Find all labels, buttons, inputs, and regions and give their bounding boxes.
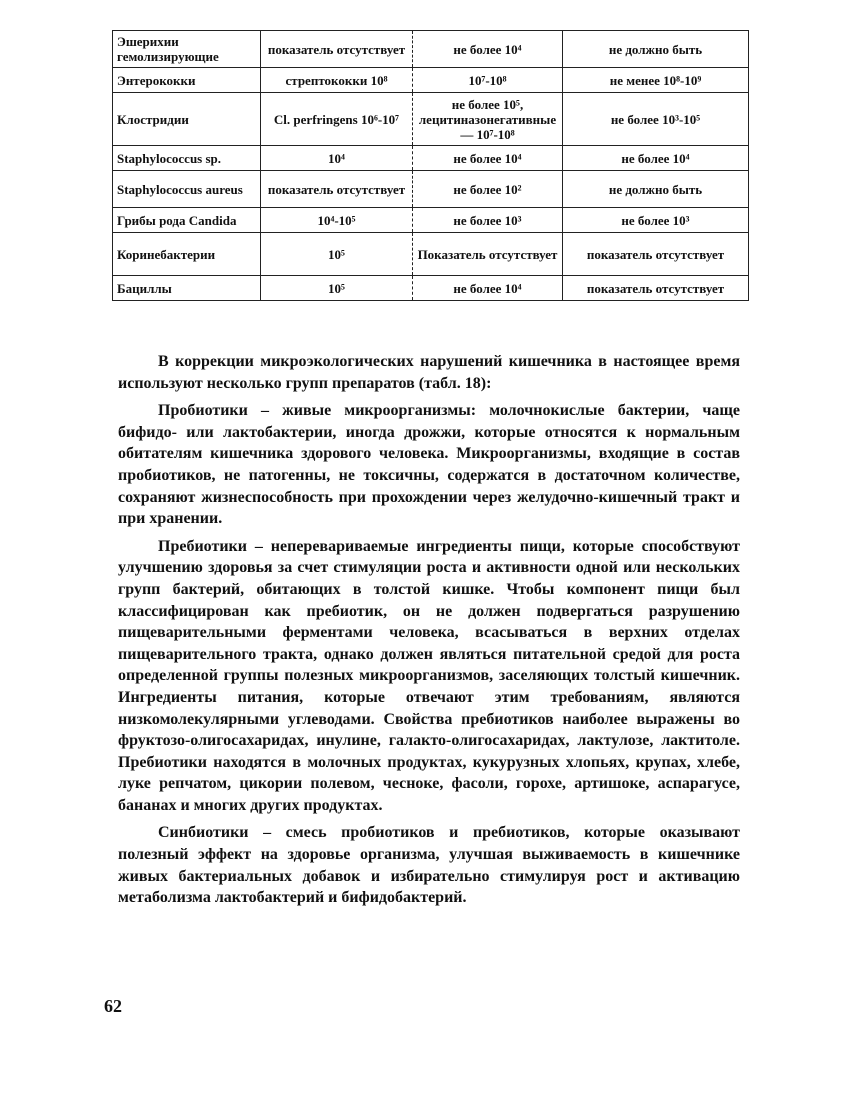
table-cell-organism: Бациллы <box>113 276 261 301</box>
table-cell-col2: показатель отсутствует <box>261 31 413 68</box>
table-row <box>113 276 749 301</box>
table-cell-col3: не более 10⁵, лецитиназонегативные — 10⁷-10⁸ <box>413 93 563 146</box>
page-number: 62 <box>104 996 122 1016</box>
table-row <box>113 146 749 171</box>
table-cell-col3: не более 10⁴ <box>413 146 563 171</box>
paragraph-synbiotics: Синбиотики – смесь пробиотиков и пребиотиков, которые оказывают полезный эффект на здоровье организма, улучшая выживаемость в кишечнике живых бактериальных добавок и избирательно стимулируя рост и активацию метаболизма лактобактерий и бифидобактерий. <box>118 824 740 907</box>
table-cell-col3: не более 10⁴ <box>413 276 563 301</box>
table-cell-organism: Staphylococcus sp. <box>113 146 261 171</box>
table-cell-organism: Клостридии <box>113 93 261 146</box>
table-cell-col3: Показатель отсутствует <box>413 233 563 276</box>
table-cell-col2: 10⁴-10⁵ <box>261 208 413 233</box>
table-cell-col4: не должно быть <box>563 31 749 68</box>
table-cell-col2: показатель отсутствует <box>261 171 413 208</box>
table-cell-col4: не более 10³-10⁵ <box>563 93 749 146</box>
table-cell-col2: Cl. perfringens 10⁶-10⁷ <box>261 93 413 146</box>
table-cell-col2: 10⁴ <box>261 146 413 171</box>
microflora-table-wrapper <box>112 30 748 301</box>
table-cell-organism: Эшерихии гемолизирующие <box>113 31 261 68</box>
table-row <box>113 233 749 276</box>
table-cell-col3: не более 10³ <box>413 208 563 233</box>
table-cell-col3: 10⁷-10⁸ <box>413 68 563 93</box>
table-cell-col3: не более 10⁴ <box>413 31 563 68</box>
table-cell-col4: не более 10⁴ <box>563 146 749 171</box>
microflora-table <box>112 30 749 301</box>
table-cell-organism: Staphylococcus aureus <box>113 171 261 208</box>
table-row <box>113 31 749 68</box>
body-text <box>118 351 740 915</box>
table-cell-col4: не должно быть <box>563 171 749 208</box>
table-cell-organism: Коринебактерии <box>113 233 261 276</box>
table-row <box>113 171 749 208</box>
table-cell-col3: не более 10² <box>413 171 563 208</box>
table-cell-col4: не менее 10⁸-10⁹ <box>563 68 749 93</box>
table-cell-col4: показатель отсутствует <box>563 276 749 301</box>
table-cell-col4: не более 10³ <box>563 208 749 233</box>
table-cell-organism: Энтерококки <box>113 68 261 93</box>
table-row <box>113 68 749 93</box>
paragraph-probiotics: Пробиотики – живые микроорганизмы: молочнокислые бактерии, чаще бифидо- или лактобактерии, иногда дрожжи, которые относятся к нормальным обитателям кишечника здорового человека. Микроорганизмы, входящие в состав пробиотиков, не патогенны, не токсичны, содержатся в достаточном количестве, сохраняют жизнеспособность при прохождении через желудочно-кишечный тракт и при хранении. <box>118 402 740 528</box>
table-cell-col2: 10⁵ <box>261 276 413 301</box>
paragraph-prebiotics: Пребиотики – неперевариваемые ингредиенты пищи, которые способствуют улучшению здоровья за счет стимуляции роста и активности одной или нескольких групп бактерий, обитающих в толстой кишке. Чтобы компонент пищи был классифицирован как пребиотик, он не должен подвергаться разрушению пищеварительными ферментами человека, всасываться в верхних отделах пищеварительного тракта, однако должен являться питательной средой для роста определенной группы полезных микроорганизмов, заселяющих толстый кишечник. Ингредиенты питания, которые отвечают этим требованиям, являются низкомолекулярными углеводами. Свойства пребиотиков наиболее выражены во фруктозо-олигосахаридах, инулине, галакто-олигосахаридах, лактулозе, лактитоле. Пребиотики находятся в молочных продуктах, кукурузных хлопьях, крупах, хлебе, луке репчатом, цикории полевом, чесноке, фасоли, горохе, артишоке, аспарагусе, бананах и многих других продуктах. <box>118 537 740 814</box>
table-cell-organism: Грибы рода Candida <box>113 208 261 233</box>
table-cell-col2: 10⁵ <box>261 233 413 276</box>
paragraph-intro: В коррекции микроэкологических нарушений кишечника в настоящее время используют несколько групп препаратов (табл. 18): <box>118 353 740 392</box>
table-cell-col4: показатель отсутствует <box>563 233 749 276</box>
table-cell-col2: стрептококки 10⁸ <box>261 68 413 93</box>
table-row <box>113 208 749 233</box>
table-row <box>113 93 749 146</box>
